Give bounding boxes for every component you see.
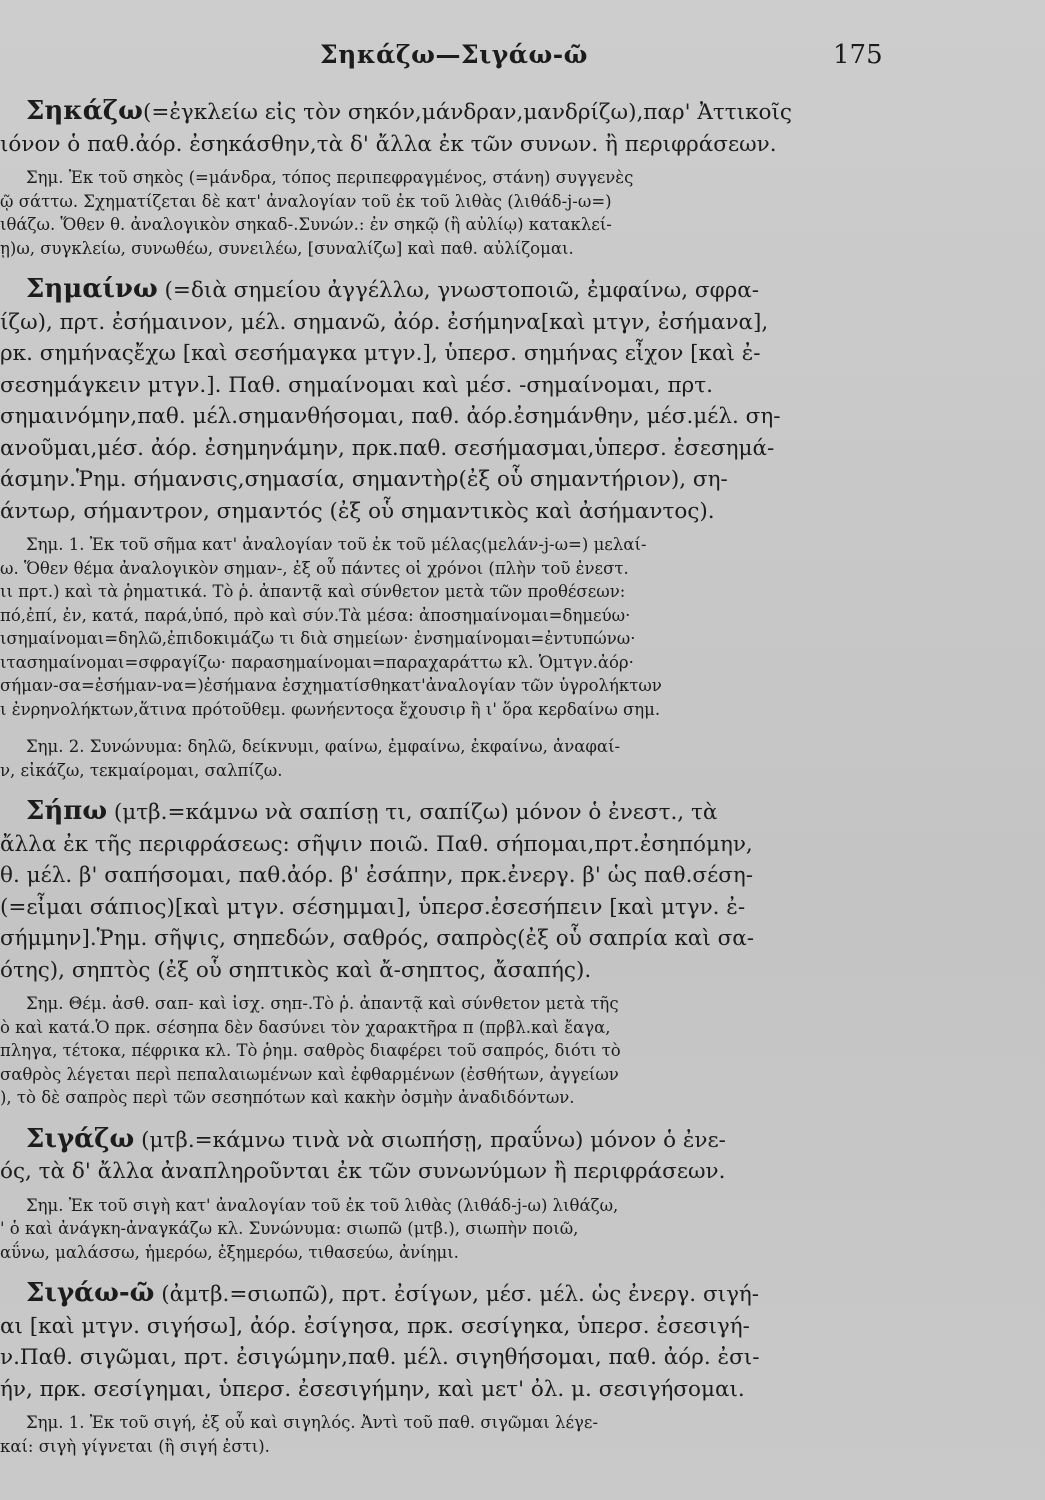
- note-line: ιι πρτ.) καὶ τὰ ῥηματικά. Τὸ ῥ. ἀπαντᾷ καὶ σύνθετον μετὰ τῶν προθέσεων:: [0, 582, 626, 601]
- note-line: Σημ. 1. Ἐκ τοῦ σῆμα κατ' ἀναλογίαν τοῦ ἐκ τοῦ μέλας(μελάν-j-ω=) μελαί-: [26, 535, 647, 554]
- entry-line: ἄλλα ἐκ τῆς περιφράσεως: σῆψιν ποιῶ. Παθ. σήπομαι,πρτ.ἐσηπόμην,: [0, 831, 753, 857]
- note-line: ῃ)ω, συγκλείω, συνωθέω, συνειλέω, [συναλίζω] καὶ παθ. αὐλίζομαι.: [0, 238, 574, 258]
- entry-semaino: [0, 274, 960, 782]
- entry-headword: Σιγάζω: [26, 1123, 135, 1154]
- running-head: Σηκάζω—Σιγάω-ῶ: [320, 40, 588, 69]
- note-line: ' ὁ καὶ ἀνάγκη-ἀναγκάζω κλ. Συνώνυμα: σιωπῶ (μτβ.), σιωπὴν ποιῶ,: [0, 1219, 579, 1238]
- note-line: ω. Ὅθεν θέμα ἀναλογικὸν σημαν-, ἐξ οὗ πάντες οἱ χρόνοι (πλὴν τοῦ ἐνεστ.: [0, 558, 629, 578]
- note-line: Σημ. 2. Συνώνυμα: δηλῶ, δείκνυμι, φαίνω, ἐμφαίνω, ἐκφαίνω, ἀναφαί-: [26, 737, 621, 756]
- entry-line: αι [καὶ μτγν. σιγήσω], ἀόρ. ἐσίγησα, πρκ. σεσίγηκα, ὑπερσ. ἐσεσιγή-: [0, 1313, 750, 1339]
- note-line: σαθρὸς λέγεται περὶ πεπαλαιωμένων καὶ ἐφθαρμένων (ἐσθήτων, ἀγγείων: [0, 1064, 619, 1084]
- note-line: Σημ. Ἐκ τοῦ σηκὸς (=μάνδρα, τόπος περιπεφραγμένος, στάνη) συγγενὲς: [26, 168, 634, 187]
- entry-line: σημαινόμην,παθ. μέλ.σημανθήσομαι, παθ. ἀόρ.ἐσημάνθην, μέσ.μέλ. ση-: [0, 404, 781, 429]
- entry-sekazo: [0, 96, 960, 260]
- entry-note-2: [0, 735, 960, 782]
- entry-sigao: [0, 1278, 960, 1458]
- page-number: 175: [833, 40, 883, 70]
- entry-note: [0, 992, 960, 1110]
- page-header: [0, 40, 1045, 80]
- note-line: ν, εἰκάζω, τεκμαίρομαι, σαλπίζω.: [0, 760, 283, 780]
- note-line: καί: σιγὴ γίγνεται (ἢ σιγή ἐστι).: [0, 1436, 270, 1456]
- note-line: Σημ. 1. Ἐκ τοῦ σιγή, ἐξ οὗ καὶ σιγηλός. Ἀντὶ τοῦ παθ. σιγῶμαι λέγε-: [26, 1413, 599, 1432]
- entry-line: (μτβ.=κάμνω νὰ σαπίσῃ τι, σαπίζω) μόνον ὁ ἐνεστ., τὰ: [113, 800, 718, 825]
- note-line: ι ἐνρηνολήκτων,ἅτινα πρότοῦθεμ. φωνήεντοςα ἔχουσιρ ἢ ι' ὅρα κερδαίνω σημ.: [0, 699, 661, 719]
- page-content: [0, 96, 960, 1472]
- entry-line: (=εἶμαι σάπιος)[καὶ μτγν. σέσημμαι], ὑπερσ.ἐσεσήπειν [καὶ μτγν. ἐ-: [0, 894, 746, 920]
- entry-note: [0, 166, 960, 260]
- entry-headword: Σιγάω-ῶ: [26, 1278, 155, 1308]
- entry-line: (ἀμτβ.=σιωπῶ), πρτ. ἐσίγων, μέσ. μέλ. ὡς ἐνεργ. σιγή-: [161, 1282, 760, 1307]
- note-line: σήμαν-σα=ἐσήμαν-να=)ἐσήμανα ἐσχηματίσθηκατ'ἀναλογίαν τῶν ὑγρολήκτων: [0, 676, 662, 695]
- entry-line: θ. μέλ. β' σαπήσομαι, παθ.ἀόρ. β' ἐσάπην, πρκ.ἐνεργ. β' ὡς παθ.σέση-: [0, 863, 754, 888]
- entry-line: (=διὰ σημείου ἀγγέλλω, γνωστοποιῶ, ἐμφαίνω, σφρα-: [164, 278, 760, 303]
- note-line: Σημ. Ἐκ τοῦ σιγὴ κατ' ἀναλογίαν τοῦ ἐκ τοῦ λιθὰς (λιθάδ-j-ω) λιθάζω,: [26, 1195, 619, 1215]
- entry-line: ότης), σηπτὸς (ἐξ οὗ σηπτικὸς καὶ ἄ-σηπτος, ἄσαπής).: [0, 957, 592, 983]
- entry-sigazo: [0, 1124, 960, 1265]
- entry-line: (μτβ.=κάμνω τινὰ νὰ σιωπήσῃ, πραΰνω) μόνον ὁ ἐνε-: [141, 1127, 726, 1153]
- entry-line: ν.Παθ. σιγῶμαι, πρτ. ἐσιγώμην,παθ. μέλ. σιγηθήσομαι, παθ. ἀόρ. ἐσι-: [0, 1345, 760, 1370]
- note-line: ), τὸ δὲ σαπρὸς περὶ τῶν σεσηπότων καὶ κακὴν ὀσμὴν ἀναδιδόντων.: [0, 1088, 575, 1107]
- note-line: ιθάζω. Ὅθεν θ. ἀναλογικὸν σηκαδ-.Συνών.: ἐν σηκῷ (ἢ αὐλίῳ) κατακλεί-: [0, 215, 612, 234]
- entry-note: [0, 1411, 960, 1458]
- entry-line: ανοῦμαι,μέσ. ἀόρ. ἐσημηνάμην, πρκ.παθ. σεσήμασμαι,ὑπερσ. ἐσεσημά-: [0, 435, 775, 461]
- note-line: αΰνω, μαλάσσω, ἡμερόω, ἐξημερόω, τιθασεύω, ἀνίημι.: [0, 1242, 459, 1262]
- note-line: ιτασημαίνομαι=σφραγίζω· παρασημαίνομαι=παραχαράττω κλ. Ὁμτγν.ἀόρ·: [0, 652, 634, 672]
- entry-line: ήν, πρκ. σεσίγημαι, ὑπερσ. ἐσεσιγήμην, καὶ μετ' ὀλ. μ. σεσιγήσομαι.: [0, 1376, 745, 1402]
- entry-line: ός, τὰ δ' ἄλλα ἀναπληροῦνται ἐκ τῶν συνωνύμων ἢ περιφράσεων.: [0, 1159, 726, 1184]
- entry-line: ιόνον ὁ παθ.ἀόρ. ἐσηκάσθην,τὰ δ' ἄλλα ἐκ τῶν συνων. ἢ περιφράσεων.: [0, 131, 777, 157]
- entry-line: σήμμην].Ῥημ. σῆψις, σηπεδών, σαθρός, σαπρὸς(ἐξ οὗ σαπρία καὶ σα-: [0, 926, 755, 951]
- entry-note: [0, 1194, 960, 1265]
- note-line: ισημαίνομαι=δηλῶ,ἐπιδοκιμάζω τι διὰ σημείων· ἐνσημαίνομαι=ἐντυπώνω·: [0, 629, 636, 648]
- entry-note: [0, 533, 960, 721]
- entry-line: άσμην.Ῥημ. σήμανσις,σημασία, σημαντὴρ(ἐξ οὗ σημαντήριον), ση-: [0, 467, 728, 492]
- entry-line: ρκ. σημήναςἔχω [καὶ σεσήμαγκα μτγν.], ὑπερσ. σημήνας εἶχον [καὶ ἐ-: [0, 341, 761, 366]
- note-line: Σημ. Θέμ. ἀσθ. σαπ- καὶ ἰσχ. σηπ-.Τὸ ῥ. ἀπαντᾷ καὶ σύνθετον μετὰ τῆς: [26, 994, 619, 1013]
- entry-line: σεσημάγκειν μτγν.]. Παθ. σημαίνομαι καὶ μέσ. -σημαίνομαι, πρτ.: [0, 372, 713, 398]
- note-line: ὸ καὶ κατά.Ὁ πρκ. σέσηπα δὲν δασύνει τὸν χαρακτῆρα π (πρβλ.καὶ ἔαγα,: [0, 1017, 611, 1037]
- entry-line: ίζω), πρτ. ἐσήμαινον, μέλ. σημανῶ, ἀόρ. ἐσήμηνα[καὶ μτγν, ἐσήμανα],: [0, 309, 769, 335]
- note-line: πό,ἐπί, ἐν, κατά, παρά,ὑπό, πρὸ καὶ σύν.Τὰ μέσα: ἀποσημαίνομαι=δημεύω·: [0, 605, 631, 625]
- note-line: πληγα, τέτοκα, πέφρικα κλ. Τὸ ῥημ. σαθρὸς διαφέρει τοῦ σαπρός, διότι τὸ: [0, 1041, 621, 1060]
- entry-headword: Σηκάζω: [26, 96, 143, 126]
- entry-line: άντωρ, σήμαντρον, σημαντός (ἐξ οὗ σημαντικὸς καὶ ἀσήμαντος).: [0, 498, 715, 524]
- entry-sepo: [0, 796, 960, 1110]
- entry-headword: Σήπω: [26, 796, 108, 826]
- entry-line: (=ἐγκλείω εἰς τὸν σηκόν,μάνδραν,μανδρίζω),παρ' Ἀττικοῖς: [142, 100, 792, 125]
- entry-headword: Σημαίνω: [26, 274, 158, 304]
- note-line: ῷ σάττω. Σχηματίζεται δὲ κατ' ἀναλογίαν τοῦ ἐκ τοῦ λιθὰς (λιθάδ-j-ω=): [0, 191, 612, 211]
